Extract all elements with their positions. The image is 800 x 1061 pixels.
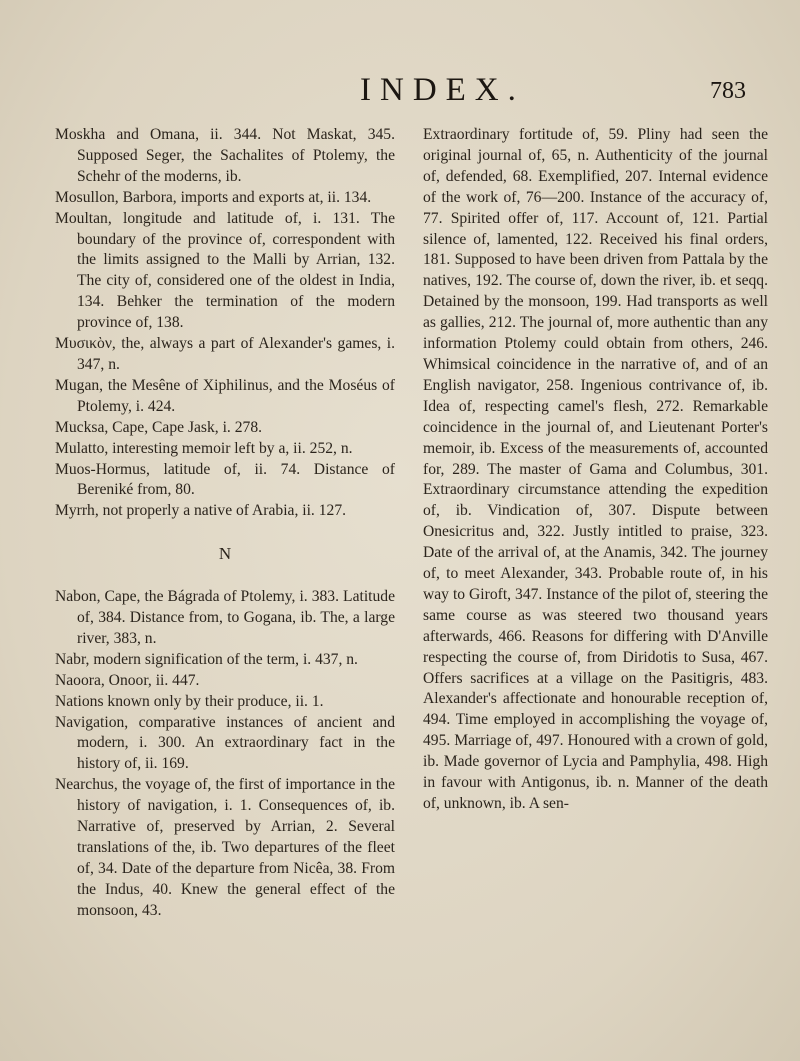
index-entry-nabon: Nabon, Cape, the Bágrada of Ptolemy, i. 383. Latitude of, 384. Distance from, to Gogana, ib. The, a large river, 383, n. bbox=[55, 588, 395, 647]
page-title: INDEX. bbox=[360, 72, 525, 108]
index-entry-navigation: Navigation, comparative instances of ancient and modern, i. 300. An extraordinary fact in the history of, ii. 169. bbox=[55, 713, 395, 773]
left-column bbox=[55, 125, 395, 922]
index-entry-moskha: Moskha and Omana, ii. 344. Not Maskat, 345. Supposed Seger, the Sachalites of Ptolemy, the Schehr of the moderns, ib. bbox=[55, 126, 395, 185]
page-number: 783 bbox=[710, 78, 746, 104]
index-entry-mulatto: Mulatto, interesting memoir left by a, ii. 252, n. bbox=[55, 439, 353, 457]
index-entry-muos-hormus: Muos-Hormus, latitude of, ii. 74. Distance of Bereniké from, 80. bbox=[55, 460, 395, 499]
page-header bbox=[0, 72, 800, 112]
index-entry-naoora: Naoora, Onoor, ii. 447. bbox=[55, 671, 200, 689]
index-entry-nations: Nations known only by their produce, ii. 1. bbox=[55, 692, 324, 710]
index-entry-moultan: Moultan, longitude and latitude of, i. 131. The boundary of the province of, correspondent with the limits assigned to the Malli by Arrian, 132. The city of, considered one of the oldest in India, 134. Behker the termination of the modern province of, 138. bbox=[55, 209, 395, 332]
section-letter-heading: N bbox=[218, 544, 232, 564]
index-entry-nearchus-continued: Extraordinary fortitude of, 59. Pliny had seen the original journal of, 65, n. Authenticity of the journal of, defended, 68. Exemplified, 207. Internal evidence of the work of, 76—200. Instance of the accuracy of, 77. Spirited offer of, 117. Account of, 121. Partial silence of, lamented, 122. Received his final orders, 181. Supposed to have been driven from Pattala by the natives, 192. The course of, down the river, ib. et seqq. Detained by the monsoon, 199. Had transports as well as gallies, 212. The journal of, more authentic than any information Ptolemy could obtain from others, 246. Whimsical coincidence in the narrative of, and of an English navigator, 258. Ingenious contrivance of, ib. Idea of, respecting camel's flesh, 272. Remarkable coincidence in the journal of, and Lieutenant Porter's memoir, ib. Excess of the measurements of, accounted for, 289. The master of Gama and Columbus, 301. Extraordinary circumstance attending the expedition of, ib. Vindication of, 307. Dispute between Onesicritus and, 322. Justly intitled to praise, 323. Date of the arrival of, at the Anamis, 342. The journey of, to meet Alexander, 343. Probable route of, in his way to Giroft, 347. Instance of the pilot of, steering the same course as was steered two thousand years afterwards, 466. Reasons for differing with D'Anville respecting the course of, from Diridotis to Susa, 467. Offers sacrifices at a village on the Pasitigris, 483. Alexander's affectionate and honourable reception of, 494. Time employed in accomplishing the voyage of, 495. Marriage of, 497. Honoured with a crown of gold, ib. Made governor of Lycia and Pamphylia, 498. High in favour with Antigonus, ib. n. Manner of the death of, unknown, ib. A sen- bbox=[423, 126, 768, 812]
index-entry-mosullon: Mosullon, Barbora, imports and exports at, ii. 134. bbox=[55, 188, 372, 206]
index-entry-mugan: Mugan, the Mesêne of Xiphilinus, and the Moséus of Ptolemy, i. 424. bbox=[55, 376, 395, 415]
index-entry-myrrh: Myrrh, not properly a native of Arabia, ii. 127. bbox=[55, 502, 347, 520]
index-entry-nearchus: Nearchus, the voyage of, the first of importance in the history of navigation, i. 1. Consequences of, ib. Narrative of, preserved by Arrian, 2. Several translations of the, ib. Two departures of the fleet of, 34. Date of the departure from Nicêa, 38. From the Indus, 40. Knew the general effect of the monsoon, 43. bbox=[55, 776, 395, 919]
index-entry-mousikon: Μυσικὸν, the, always a part of Alexander's games, i. 347, n. bbox=[55, 335, 395, 373]
index-entry-mucksa: Mucksa, Cape, Cape Jask, i. 278. bbox=[55, 418, 263, 436]
right-column bbox=[423, 125, 768, 815]
index-entry-nabr: Nabr, modern signification of the term, i. 437, n. bbox=[55, 650, 358, 668]
